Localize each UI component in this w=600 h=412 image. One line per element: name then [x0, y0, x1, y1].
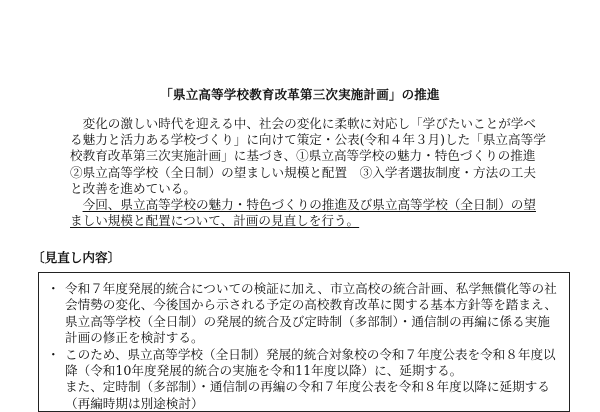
list-item-text: このため、県立高等学校（全日制）発展的統合対象校の令和７年度公表を令和８年度以降（令和10年度発展的統合の実施を令和11年度以降）に、延期する。: [65, 346, 556, 379]
section-heading: 〔見直し内容〕: [32, 250, 121, 265]
revision-list: [47, 281, 557, 412]
list-item: [47, 347, 557, 412]
list-item: [47, 281, 557, 347]
list-item-continuation: また、定時制（多部制）・通信制の再編の令和７年度公表を令和８年度以降に延期する（再編時期は別途検討）: [65, 379, 550, 411]
intro-paragraph-1: 変化の激しい時代を迎える中、社会の変化に柔軟に対応し「学びたいことが学べる魅力と活力ある学校づくり」に向けて策定・公表(令和４年３月)した「県立高等学校教育改革第三次実施計画」に基づき、①県立高等学校の魅力・特色づくりの推進 ②県立高等学校（全日制）の望ましい規模と配置 ③入学者選抜制度・方法の工夫と改善を進めている。: [70, 116, 549, 196]
list-item-text: 令和７年度発展的統合についての検証に加え、市立高校の統合計画、私学無償化等の社会情勢の変化、今後国から示される予定の高校教育改革に関する基本方針等を踏まえ、県立高等学校（全日制）の発展的統合及び定時制（多部制）・通信制の再編に係る実施計画の修正を検討する。: [65, 281, 557, 346]
bullet-marker: ・: [47, 281, 60, 296]
intro-paragraph-2: 今回、県立高等学校の魅力・特色づくりの推進及び県立高等学校（全日制）の望ましい規模と配置について、計画の見直しを行う。: [70, 197, 536, 229]
bullet-marker: ・: [47, 346, 60, 362]
revision-content-box: [38, 272, 570, 412]
intro-text: [70, 116, 548, 229]
document-title: 「県立高等学校教育改革第三次実施計画」の推進: [160, 87, 440, 102]
